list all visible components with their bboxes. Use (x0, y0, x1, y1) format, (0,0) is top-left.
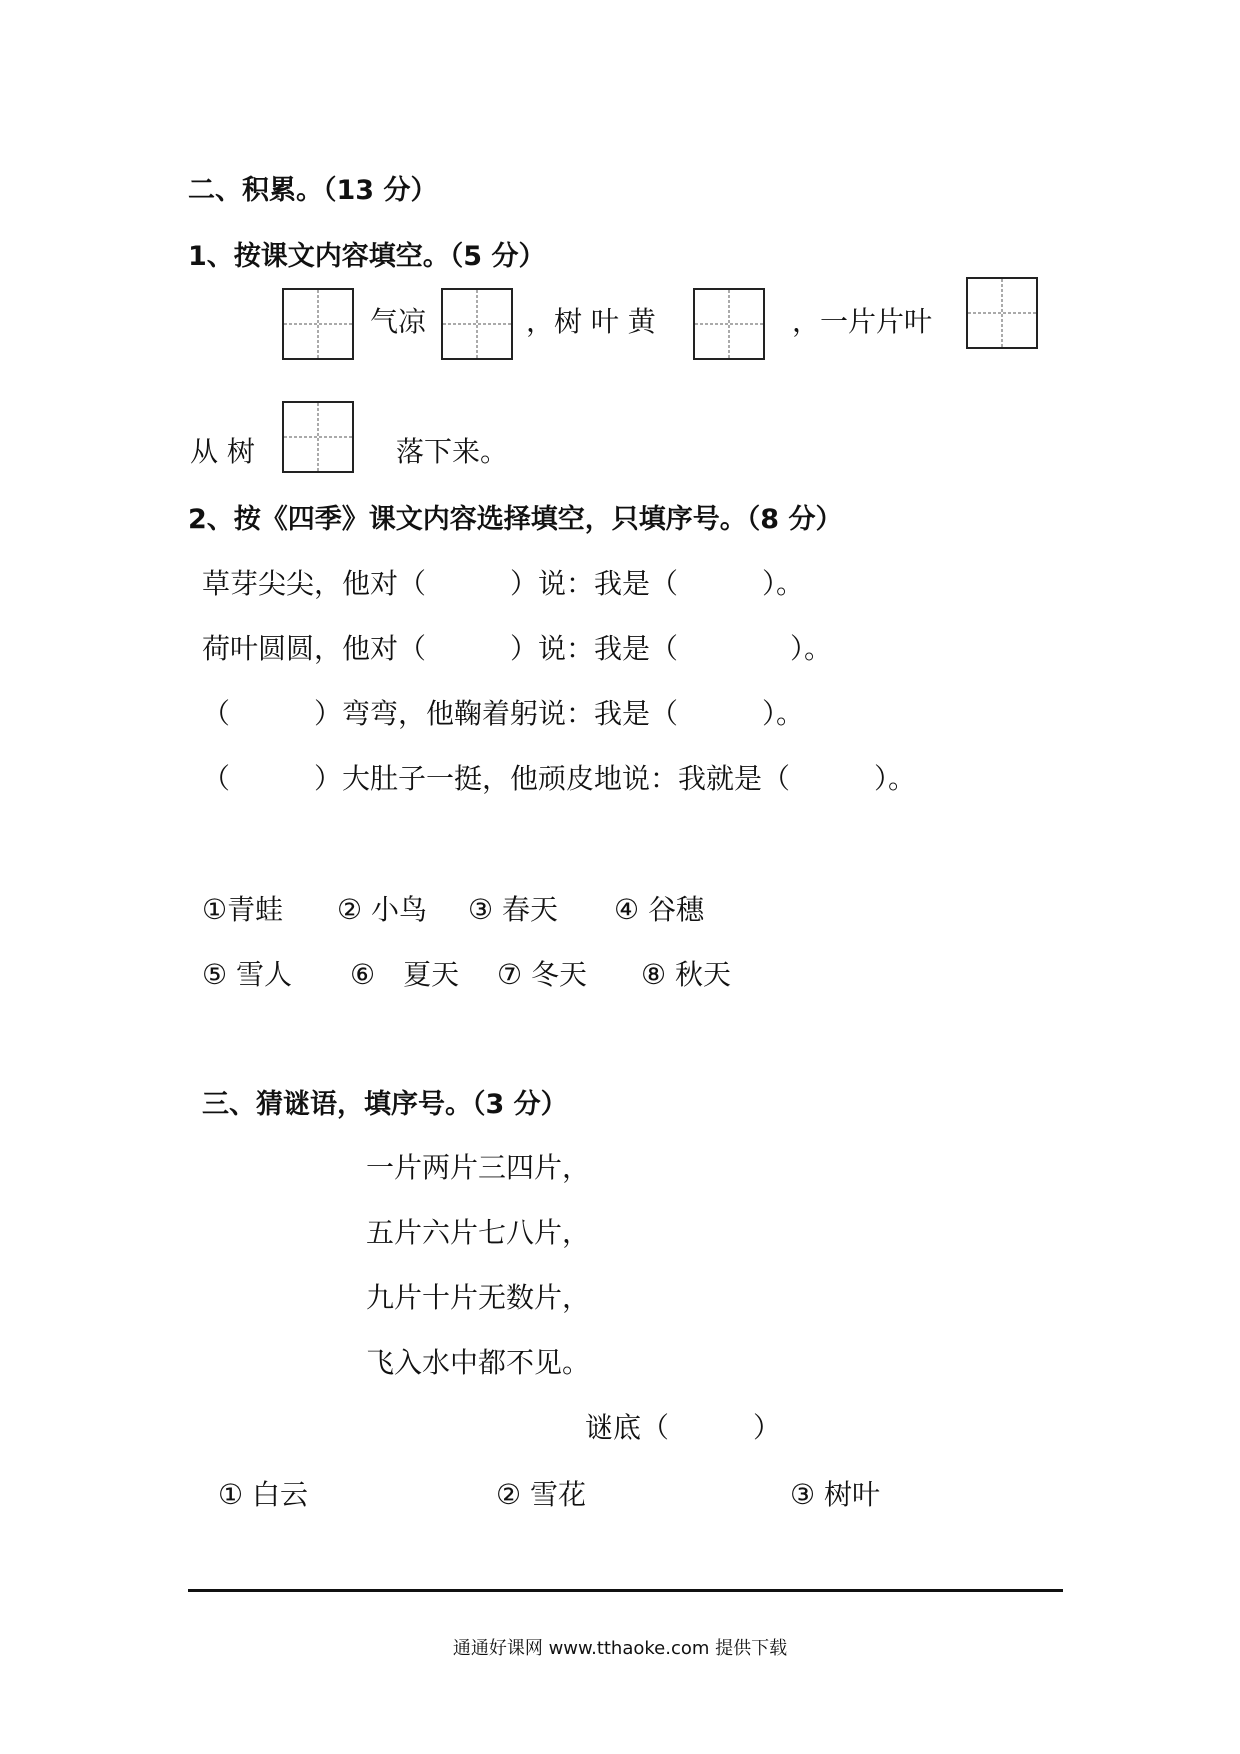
section-2-title: 二、积累。（13 分） (188, 175, 438, 206)
question-2-line-2: 荷叶圆圆，他对（ ）说：我是（ ）。 (202, 632, 833, 665)
answer-box-4[interactable] (966, 277, 1038, 349)
riddle-line-3: 九片十片无数片， (366, 1281, 591, 1314)
fill-text-1: 气凉 (370, 305, 427, 338)
answer-box-2[interactable] (441, 288, 513, 360)
section-3-title: 三、猜谜语，填序号。（3 分） (202, 1089, 568, 1120)
riddle-line-4: 飞入水中都不见。 (366, 1346, 591, 1379)
question-1-title: 1、按课文内容填空。（5 分） (188, 241, 546, 272)
fill-text-5: 落下来。 (396, 435, 509, 468)
option-8: ⑧ 秋天 (641, 958, 732, 991)
answer-box-3[interactable] (693, 288, 765, 360)
question-2-line-3: （ ）弯弯，他鞠着躬说：我是（ ）。 (202, 697, 805, 730)
answer-box-5[interactable] (282, 401, 354, 473)
fill-text-3: ，一片片叶 (792, 305, 933, 338)
footer-divider (188, 1589, 1063, 1592)
riddle-option-2: ② 雪花 (496, 1478, 587, 1511)
option-6: ⑥ 夏天 (350, 958, 460, 991)
footer-text: 通通好课网 www.tthaoke.com 提供下载 (452, 1638, 788, 1659)
riddle-answer-label: 谜底（ ） (585, 1411, 782, 1444)
riddle-option-1: ① 白云 (218, 1478, 309, 1511)
question-2-line-1: 草芽尖尖，他对（ ）说：我是（ ）。 (202, 567, 805, 600)
option-2: ② 小鸟 (337, 893, 428, 926)
option-1: ①青蛙 (202, 893, 284, 926)
fill-text-4: 从 树 (190, 435, 255, 468)
option-7: ⑦ 冬天 (497, 958, 588, 991)
question-2-line-4: （ ）大肚子一挺，他顽皮地说：我就是（ ）。 (202, 762, 917, 795)
option-5: ⑤ 雪人 (202, 958, 293, 991)
question-2-title: 2、按《四季》课文内容选择填空，只填序号。（8 分） (188, 504, 843, 535)
riddle-line-1: 一片两片三四片， (366, 1151, 591, 1184)
riddle-option-3: ③ 树叶 (790, 1478, 881, 1511)
option-3: ③ 春天 (468, 893, 559, 926)
riddle-line-2: 五片六片七八片， (366, 1216, 591, 1249)
option-4: ④ 谷穗 (614, 893, 705, 926)
fill-text-2: ，树 叶 黄 (526, 305, 656, 338)
answer-box-1[interactable] (282, 288, 354, 360)
